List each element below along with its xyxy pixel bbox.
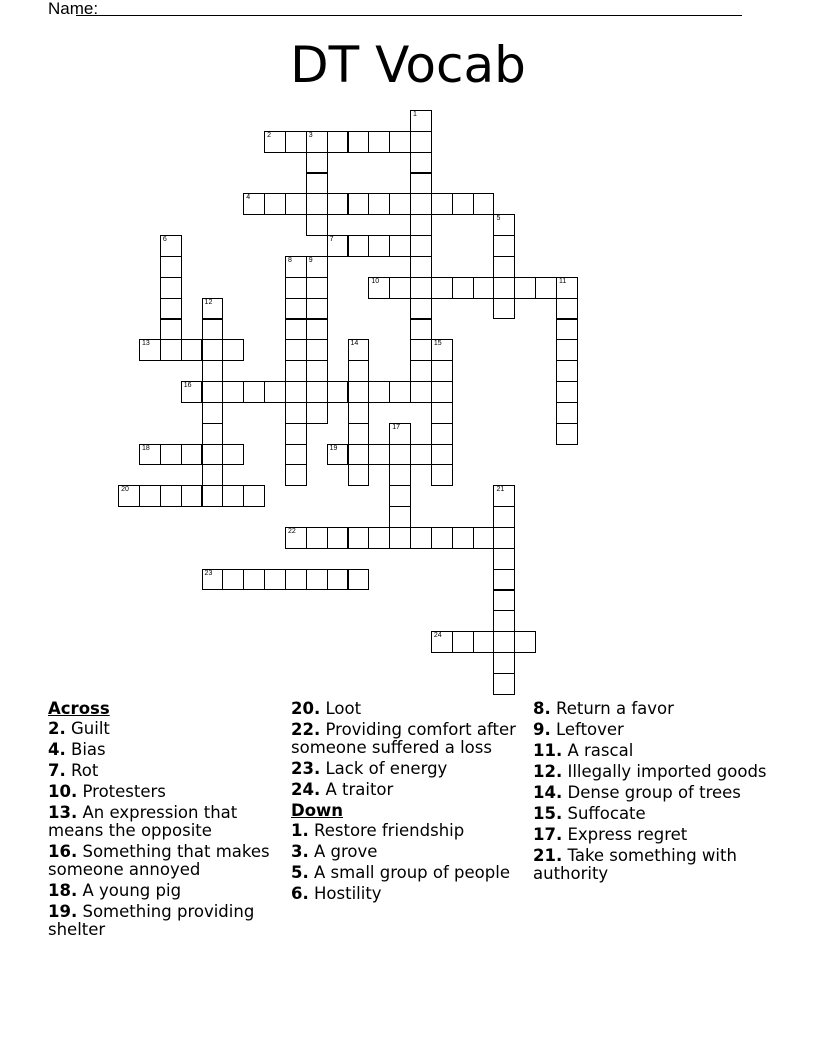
clue-text: Something providing shelter [48, 902, 255, 939]
clue-number: 17. [533, 825, 563, 844]
grid-cell[interactable] [327, 381, 349, 403]
clue-number: 8. [533, 699, 551, 718]
grid-cell[interactable] [285, 444, 307, 466]
grid-cell[interactable] [473, 631, 495, 653]
down-clue [533, 805, 773, 823]
grid-cell[interactable] [264, 131, 286, 153]
clue-number: 1. [291, 821, 309, 840]
clue-number: 6. [291, 884, 309, 903]
grid-cell[interactable] [306, 193, 328, 215]
clue-text: Express regret [567, 825, 688, 844]
grid-cell[interactable] [493, 277, 515, 299]
clue-text: A young pig [82, 881, 182, 900]
grid-cell[interactable] [556, 360, 578, 382]
grid-cell[interactable] [431, 464, 453, 486]
clue-number: 14. [533, 783, 563, 802]
grid-cell[interactable] [452, 527, 474, 549]
cell-number: 13 [142, 340, 150, 348]
grid-cell[interactable] [348, 235, 370, 257]
cell-number: 18 [142, 444, 150, 452]
clue-text: Leftover [556, 720, 624, 739]
clue-text: A traitor [325, 780, 394, 799]
cell-number: 15 [433, 340, 442, 348]
across-clue [48, 762, 288, 780]
grid-cell[interactable] [285, 423, 307, 445]
grid-cell[interactable] [493, 569, 515, 591]
grid-cell[interactable] [327, 444, 349, 466]
grid-cell[interactable] [222, 339, 244, 361]
grid-cell[interactable] [410, 235, 432, 257]
grid-cell[interactable] [264, 569, 286, 591]
grid-cell[interactable] [222, 381, 244, 403]
grid-cell[interactable] [243, 569, 265, 591]
grid-cell[interactable] [160, 235, 182, 257]
grid-cell[interactable] [368, 235, 390, 257]
grid-cell[interactable] [348, 402, 370, 424]
grid-cell[interactable] [452, 193, 474, 215]
grid-cell[interactable] [285, 464, 307, 486]
grid-cell[interactable] [202, 569, 224, 591]
clue-number: 24. [291, 780, 321, 799]
grid-cell[interactable] [431, 423, 453, 445]
grid-cell[interactable] [160, 485, 182, 507]
grid-cell[interactable] [410, 152, 432, 174]
grid-cell[interactable] [493, 610, 515, 632]
grid-cell[interactable] [431, 631, 453, 653]
clue-text: Suffocate [567, 804, 646, 823]
grid-cell[interactable] [202, 402, 224, 424]
grid-cell[interactable] [452, 631, 474, 653]
grid-cell[interactable] [202, 298, 224, 320]
clue-number: 21. [533, 846, 563, 865]
grid-cell[interactable] [410, 277, 432, 299]
clue-text: An expression that means the opposite [48, 803, 238, 840]
across-clue [48, 741, 288, 759]
puzzle-title: DT Vocab [290, 36, 526, 94]
across-clue [291, 700, 531, 718]
down-clue [291, 885, 531, 903]
grid-cell[interactable] [556, 339, 578, 361]
clue-number: 23. [291, 759, 321, 778]
grid-cell[interactable] [410, 193, 432, 215]
clue-number: 9. [533, 720, 551, 739]
grid-cell[interactable] [556, 319, 578, 341]
across-clue [48, 720, 288, 738]
clue-text: Dense group of trees [567, 783, 741, 802]
clue-number: 5. [291, 863, 309, 882]
across-clue [48, 882, 288, 900]
grid-cell[interactable] [306, 527, 328, 549]
grid-cell[interactable] [452, 277, 474, 299]
cell-number: 4 [246, 194, 251, 202]
cell-number: 1 [413, 111, 417, 118]
grid-cell[interactable] [348, 569, 370, 591]
cell-number: 10 [371, 277, 380, 285]
grid-cell[interactable] [410, 360, 432, 382]
grid-cell[interactable] [431, 527, 453, 549]
grid-cell[interactable] [160, 444, 182, 466]
grid-cell[interactable] [306, 360, 328, 382]
grid-cell[interactable] [493, 590, 515, 612]
grid-cell[interactable] [389, 235, 411, 257]
grid-cell[interactable] [285, 298, 307, 320]
cell-number: 20 [121, 486, 129, 494]
across-clue [291, 781, 531, 799]
grid-cell[interactable] [431, 339, 453, 361]
grid-cell[interactable] [556, 277, 578, 299]
grid-cell[interactable] [222, 485, 244, 507]
grid-cell[interactable] [493, 631, 515, 653]
grid-cell[interactable] [348, 444, 370, 466]
clue-text: Loot [325, 699, 362, 718]
cell-number: 22 [287, 528, 296, 535]
cell-number: 12 [204, 298, 213, 306]
grid-cell[interactable] [514, 277, 536, 299]
down-clue [533, 847, 773, 883]
down-clue [533, 826, 773, 844]
grid-cell[interactable] [264, 193, 286, 215]
cell-number: 24 [433, 632, 442, 640]
clue-text: A small group of people [314, 863, 510, 882]
clue-text: Take something with authority [533, 846, 737, 883]
grid-cell[interactable] [202, 339, 224, 361]
grid-cell[interactable] [202, 381, 224, 403]
grid-cell[interactable] [348, 360, 370, 382]
grid-cell[interactable] [285, 193, 307, 215]
grid-cell[interactable] [368, 131, 390, 153]
grid-cell[interactable] [473, 193, 495, 215]
clue-number: 10. [48, 782, 78, 801]
across-clue [48, 903, 288, 939]
grid-cell[interactable] [306, 173, 328, 195]
grid-cell[interactable] [285, 360, 307, 382]
cell-number: 7 [329, 236, 334, 244]
grid-cell[interactable] [493, 298, 515, 320]
clue-text: A rascal [567, 741, 634, 760]
grid-cell[interactable] [202, 423, 224, 445]
grid-cell[interactable] [410, 110, 432, 132]
clue-text: Return a favor [556, 699, 674, 718]
grid-cell[interactable] [202, 464, 224, 486]
grid-cell[interactable] [493, 673, 515, 695]
clue-text: Protesters [82, 782, 166, 801]
grid-cell[interactable] [514, 631, 536, 653]
down-clue [533, 700, 773, 718]
grid-cell[interactable] [306, 569, 328, 591]
clue-number: 13. [48, 803, 78, 822]
grid-cell[interactable] [410, 256, 432, 278]
across-clue [291, 760, 531, 778]
clue-number: 18. [48, 881, 78, 900]
grid-cell[interactable] [431, 277, 453, 299]
grid-cell[interactable] [285, 339, 307, 361]
grid-cell[interactable] [306, 277, 328, 299]
grid-cell[interactable] [160, 256, 182, 278]
cell-number: 9 [308, 256, 313, 264]
grid-cell[interactable] [348, 193, 370, 215]
clue-text: Bias [71, 740, 106, 759]
grid-cell[interactable] [493, 548, 515, 570]
clue-text: Lack of energy [325, 759, 448, 778]
across-clue [291, 721, 531, 757]
grid-cell[interactable] [348, 131, 370, 153]
clue-number: 11. [533, 741, 563, 760]
across-clue [48, 804, 288, 840]
grid-cell[interactable] [306, 152, 328, 174]
name-label: Name: [48, 0, 99, 18]
grid-cell[interactable] [285, 381, 307, 403]
grid-cell[interactable] [493, 506, 515, 528]
clue-text: Something that makes someone annoyed [48, 842, 270, 879]
grid-cell[interactable] [431, 444, 453, 466]
grid-cell[interactable] [389, 464, 411, 486]
cell-number: 21 [496, 486, 505, 494]
grid-cell[interactable] [160, 319, 182, 341]
grid-cell[interactable] [243, 485, 265, 507]
clue-text: Illegally imported goods [567, 762, 767, 781]
cell-number: 14 [350, 340, 359, 348]
grid-cell[interactable] [181, 381, 203, 403]
clue-number: 7. [48, 761, 66, 780]
down-clue [291, 864, 531, 882]
clue-text: Rot [71, 761, 99, 780]
grid-cell[interactable] [389, 485, 411, 507]
clue-text: A grove [314, 842, 378, 861]
clue-number: 3. [291, 842, 309, 861]
grid-cell[interactable] [306, 381, 328, 403]
grid-cell[interactable] [410, 381, 432, 403]
grid-cell[interactable] [181, 339, 203, 361]
grid-cell[interactable] [160, 339, 182, 361]
grid-cell[interactable] [306, 339, 328, 361]
grid-cell[interactable] [348, 423, 370, 445]
grid-cell[interactable] [410, 298, 432, 320]
grid-cell[interactable] [264, 381, 286, 403]
grid-cell[interactable] [327, 569, 349, 591]
grid-cell[interactable] [285, 131, 307, 153]
grid-cell[interactable] [368, 444, 390, 466]
grid-cell[interactable] [493, 214, 515, 236]
grid-cell[interactable] [493, 235, 515, 257]
grid-cell[interactable] [368, 381, 390, 403]
across-clue [48, 843, 288, 879]
cell-number: 3 [308, 131, 313, 139]
grid-cell[interactable] [493, 527, 515, 549]
grid-cell[interactable] [431, 360, 453, 382]
grid-cell[interactable] [285, 256, 307, 278]
grid-cell[interactable] [493, 485, 515, 507]
grid-cell[interactable] [139, 444, 161, 466]
grid-cell[interactable] [160, 277, 182, 299]
cell-number: 8 [287, 256, 292, 264]
grid-cell[interactable] [410, 319, 432, 341]
grid-cell[interactable] [473, 277, 495, 299]
grid-cell[interactable] [389, 423, 411, 445]
grid-cell[interactable] [431, 193, 453, 215]
grid-cell[interactable] [493, 256, 515, 278]
across-clue [48, 783, 288, 801]
grid-cell[interactable] [410, 444, 432, 466]
clue-number: 12. [533, 762, 563, 781]
clue-number: 16. [48, 842, 78, 861]
clue-text: Providing comfort after someone suffered a loss [291, 720, 516, 757]
grid-cell[interactable] [556, 381, 578, 403]
down-heading: Down [291, 801, 344, 820]
clue-column-3 [533, 700, 773, 886]
grid-cell[interactable] [202, 360, 224, 382]
grid-cell[interactable] [243, 193, 265, 215]
clue-number: 4. [48, 740, 66, 759]
down-clue [533, 742, 773, 760]
cell-number: 19 [329, 444, 338, 452]
grid-cell[interactable] [556, 402, 578, 424]
cell-number: 17 [392, 423, 400, 431]
grid-cell[interactable] [410, 527, 432, 549]
grid-cell[interactable] [306, 214, 328, 236]
grid-cell[interactable] [348, 464, 370, 486]
cell-number: 11 [559, 277, 567, 285]
grid-cell[interactable] [410, 131, 432, 153]
grid-cell[interactable] [348, 381, 370, 403]
grid-cell[interactable] [389, 193, 411, 215]
clue-number: 20. [291, 699, 321, 718]
grid-cell[interactable] [222, 569, 244, 591]
grid-cell[interactable] [431, 402, 453, 424]
clue-column-2 [291, 700, 531, 906]
grid-cell[interactable] [327, 131, 349, 153]
grid-cell[interactable] [327, 527, 349, 549]
clue-number: 22. [291, 720, 321, 739]
down-clue [533, 763, 773, 781]
cell-number: 2 [267, 131, 271, 139]
down-clue [291, 822, 531, 840]
cell-number: 23 [204, 569, 213, 577]
grid-cell[interactable] [306, 402, 328, 424]
clue-text: Restore friendship [314, 821, 465, 840]
clue-number: 19. [48, 902, 78, 921]
grid-cell[interactable] [202, 444, 224, 466]
grid-cell[interactable] [181, 444, 203, 466]
grid-cell[interactable] [243, 381, 265, 403]
grid-cell[interactable] [306, 298, 328, 320]
grid-cell[interactable] [368, 527, 390, 549]
grid-cell[interactable] [285, 277, 307, 299]
grid-cell[interactable] [285, 527, 307, 549]
grid-cell[interactable] [285, 319, 307, 341]
down-clue [291, 843, 531, 861]
grid-cell[interactable] [431, 381, 453, 403]
grid-cell[interactable] [181, 485, 203, 507]
grid-cell[interactable] [202, 319, 224, 341]
grid-cell[interactable] [410, 214, 432, 236]
down-clue [533, 784, 773, 802]
across-heading: Across [48, 699, 110, 718]
grid-cell[interactable] [473, 527, 495, 549]
grid-cell[interactable] [202, 485, 224, 507]
clue-number: 15. [533, 804, 563, 823]
grid-cell[interactable] [389, 131, 411, 153]
grid-cell[interactable] [389, 381, 411, 403]
cell-number: 16 [183, 382, 192, 390]
grid-cell[interactable] [556, 423, 578, 445]
down-clue [533, 721, 773, 739]
grid-cell[interactable] [285, 402, 307, 424]
grid-cell[interactable] [348, 339, 370, 361]
grid-cell[interactable] [368, 193, 390, 215]
grid-cell[interactable] [389, 444, 411, 466]
grid-cell[interactable] [306, 319, 328, 341]
grid-cell[interactable] [493, 652, 515, 674]
grid-cell[interactable] [306, 256, 328, 278]
grid-cell[interactable] [389, 527, 411, 549]
clue-number: 2. [48, 719, 66, 738]
grid-cell[interactable] [139, 339, 161, 361]
cell-number: 5 [496, 215, 501, 223]
clue-text: Hostility [314, 884, 382, 903]
grid-cell[interactable] [535, 277, 557, 299]
clue-text: Guilt [71, 719, 110, 738]
grid-cell[interactable] [327, 193, 349, 215]
grid-cell[interactable] [118, 485, 140, 507]
grid-cell[interactable] [368, 277, 390, 299]
grid-cell[interactable] [160, 298, 182, 320]
grid-cell[interactable] [139, 485, 161, 507]
clue-column-1 [48, 700, 288, 942]
grid-cell[interactable] [285, 569, 307, 591]
grid-cell[interactable] [327, 235, 349, 257]
cell-number: 6 [162, 236, 167, 244]
grid-cell[interactable] [389, 277, 411, 299]
grid-cell[interactable] [410, 173, 432, 195]
grid-cell[interactable] [556, 298, 578, 320]
grid-cell[interactable] [389, 506, 411, 528]
grid-cell[interactable] [306, 131, 328, 153]
grid-cell[interactable] [222, 444, 244, 466]
grid-cell[interactable] [410, 339, 432, 361]
grid-cell[interactable] [348, 527, 370, 549]
